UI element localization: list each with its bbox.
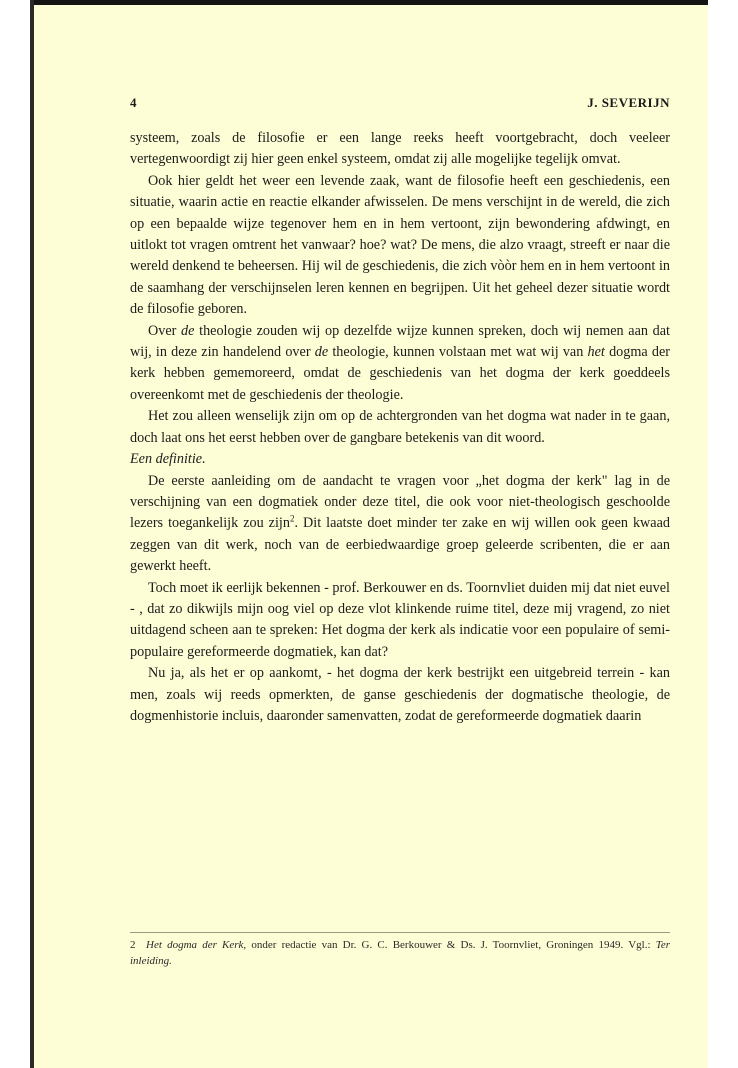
- footnote: [130, 937, 670, 969]
- paragraph-text: Toch moet ik eerlijk bekennen - prof. Berkouwer en ds. Toornvliet duiden mij dat niet euvel - , dat zo dikwijls mijn oog viel op deze vlot klinkende ruime titel, deze mij vragend, zo niet uitdagend scheen aan te spreken: Het dogma der kerk als indicatie voor een populaire of semi-populaire gereformeerde dogmatiek, kan dat?: [130, 579, 670, 660]
- footnote-rule: [130, 932, 670, 933]
- paragraph: [130, 471, 670, 578]
- footnote-marker: 2: [289, 513, 295, 524]
- paragraph: [130, 406, 670, 449]
- paragraph-text: dogma der kerk hebben gememoreerd, omdat de geschiedenis van het dogma der kerk goeddeels overeenkomt met de geschiedenis der theologie.: [130, 344, 671, 403]
- paragraph-text: Nu ja, als het er op aankomt, - het dogma der kerk bestrijkt een uitgebreid terrein - kan men, zoals wij reeds opmerkten, de ganse geschiedenis der dogmatische theologie, de dogmenhistorie incluis, daaronder samenvatten, zodat de gereformeerde dogmatiek daarin: [130, 665, 670, 724]
- page-top-edge: [30, 0, 708, 5]
- document-page: [30, 0, 708, 1068]
- paragraph-group: [130, 128, 670, 449]
- paragraph: [130, 128, 670, 171]
- paragraph: [130, 578, 670, 664]
- footnote-text: onder redactie van Dr. G. C. Berkouwer & Ds. J. Toornvliet, Groningen 1949. Vgl.:: [246, 939, 656, 951]
- paragraph-text: Het zou alleen wenselijk zijn om op de achtergronden van het dogma wat nader in te gaan, doch laat ons het eerst hebben over de gangbare betekenis van dit woord.: [130, 408, 670, 446]
- page-number: 4: [130, 95, 137, 110]
- paragraph-group: [130, 471, 670, 728]
- footnote-title: Het dogma der Kerk,: [146, 939, 247, 951]
- paragraph-text: theologie, kunnen volstaan met wat wij van: [328, 344, 588, 361]
- paragraph-text: theologie zouden wij op dezelfde wijze kunnen spreken, doch wij nemen aan dat wij, in deze zin handelend over: [130, 322, 670, 361]
- paragraph: [130, 321, 670, 407]
- footnote-reference: Ter inleiding.: [130, 939, 670, 967]
- page-header: [130, 95, 670, 115]
- paragraph-text: Ook hier geldt het weer een levende zaak, want de filosofie heeft een geschiedenis, een situatie, waarin actie en reactie elkander afwisselen. De mens verschijnt in de wereld, die zich op een bepaalde wijze tegenover hem en in hem vertoont, zijn bewondering afdwingt, en uitlokt tot vragen omtrent het vanwaar? hoe? wat? De mens, die alzo vraagt, streeft er naar die wereld denkend te beheersen. Hij wil de geschiedenis, die zich vòòr hem en in hem vertoont in de saamhang der verschijnselen leren kennen en begrijpen. Uit het geheel dezer situatie wordt de filosofie geboren.: [130, 172, 670, 318]
- paragraph: [130, 171, 670, 321]
- section-heading: Een definitie.: [130, 451, 206, 468]
- paragraph-text: Over: [148, 322, 182, 339]
- page-left-edge: [30, 0, 34, 1068]
- running-head: J. SEVERIJN: [587, 95, 670, 110]
- footnote-number: 2: [130, 939, 136, 951]
- emphasis-text: het: [587, 344, 605, 361]
- body-text: [130, 128, 670, 727]
- emphasis-text: de: [314, 344, 329, 361]
- paragraph: [130, 663, 670, 727]
- paragraph-text: systeem, zoals de filosofie er een lange reeks heeft voortgebracht, doch veeleer vertegenwoordigt zij hier geen enkel systeem, omdat zij alle mogelijke tegelijk omvat.: [130, 130, 670, 168]
- emphasis-text: de: [181, 322, 195, 339]
- paragraph-text: De eerste aanleiding om de aandacht te vragen voor „het dogma der kerk" lag in de verschijning van een dogmatiek onder deze titel, die ook voor niet-theologisch geschoolde lezers toegankelijk zou zijn: [130, 472, 670, 532]
- paragraph-text: . Dit laatste doet minder ter zake en wij willen ook geen kwaad zeggen van dit werk, noch van de eerbiedwaardige groep geleerde scribenten, die er aan gewerkt heeft.: [130, 515, 670, 575]
